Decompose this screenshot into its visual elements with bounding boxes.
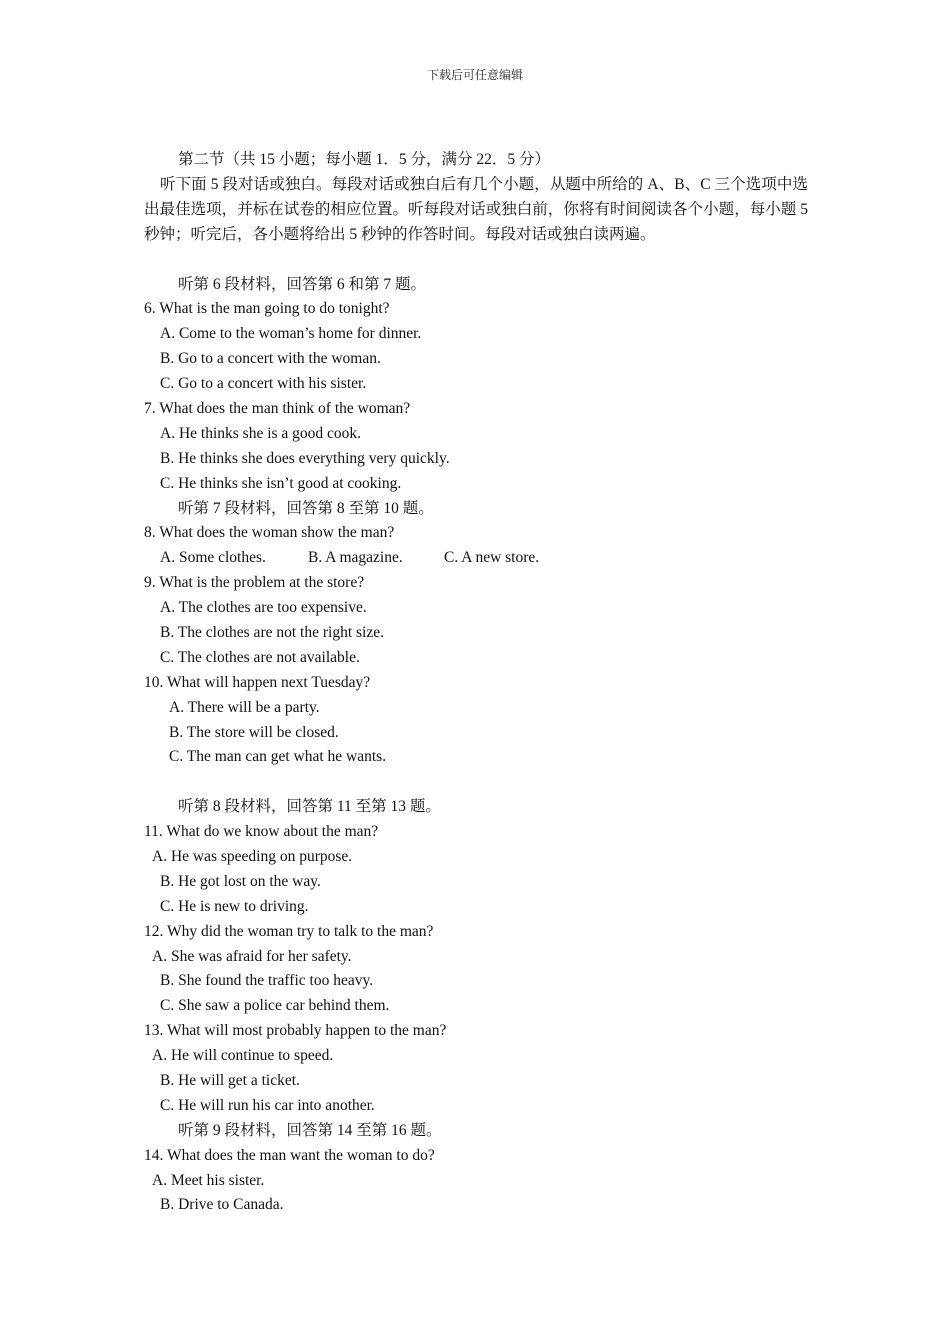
question-text: 6. What is the man going to do tonight?	[144, 300, 390, 318]
answer-option: B. Go to a concert with the woman.	[160, 350, 381, 368]
answer-option: C. The clothes are not available.	[160, 648, 360, 666]
answer-option: A. He thinks she is a good cook.	[160, 424, 362, 442]
section-instructions: 听下面 5 段对话或独白。每段对话或独白后有几个小题，从题中所给的 A、B、C 三个选项中选出最佳选项，并标在试卷的相应位置。听每段对话或独白前，你将有时间阅读各个小题，每小题 5 秒钟；听完后，各小题将给出 5 秒钟的作答时间。每段对话或独白读两遍。	[144, 175, 808, 243]
spacer	[144, 770, 808, 795]
answer-option: C. He is new to driving.	[160, 897, 309, 915]
spacer	[144, 248, 808, 273]
answer-option: C. He thinks she isn’t good at cooking.	[160, 474, 402, 492]
answer-option: B. The store will be closed.	[169, 723, 339, 741]
answer-option: B. He will get a ticket.	[160, 1072, 300, 1089]
answer-option: A. The clothes are too expensive.	[160, 599, 367, 617]
answer-option: A. Meet his sister.	[152, 1171, 265, 1189]
section-title: 第二节（共 15 小题；每小题 1．5 分，满分 22．5 分）	[178, 151, 551, 168]
question-text: 8. What does the woman show the man?	[144, 524, 395, 542]
question-text: 14. What does the man want the woman to do?	[144, 1146, 435, 1164]
answer-option: A. There will be a party.	[169, 698, 320, 716]
document-body	[144, 148, 808, 1218]
answer-option: C. The man can get what he wants.	[169, 748, 387, 766]
group-heading: 听第 9 段材料，回答第 14 至第 16 题。	[178, 1121, 442, 1139]
answer-option: C. He will run his car into another.	[160, 1096, 375, 1114]
answer-option: B. Drive to Canada.	[160, 1196, 284, 1214]
group-heading: 听第 7 段材料，回答第 8 至第 10 题。	[178, 499, 434, 517]
answer-option: A. He will continue to speed.	[152, 1047, 334, 1065]
answer-option: C. A new store.	[444, 549, 540, 567]
answer-option: A. He was speeding on purpose.	[152, 847, 353, 865]
answer-option: A. She was afraid for her safety.	[152, 947, 352, 965]
answer-option: A. Some clothes.	[160, 549, 266, 567]
answer-option: B. A magazine.	[308, 549, 403, 567]
answer-option: A. Come to the woman’s home for dinner.	[160, 325, 422, 343]
question-text: 12. Why did the woman try to talk to the man?	[144, 922, 434, 940]
question-text: 7. What does the man think of the woman?	[144, 399, 411, 417]
answer-option: C. Go to a concert with his sister.	[160, 375, 367, 393]
group-heading: 听第 6 段材料，回答第 6 和第 7 题。	[178, 275, 427, 293]
answer-options-row	[144, 546, 808, 571]
answer-option: B. She found the traffic too heavy.	[160, 972, 374, 990]
question-text: 9. What is the problem at the store?	[144, 574, 365, 592]
question-text: 10. What will happen next Tuesday?	[144, 673, 371, 691]
page-header: 下载后可任意编辑	[426, 68, 523, 82]
group-heading: 听第 8 段材料，回答第 11 至第 13 题。	[178, 798, 441, 816]
question-text: 13. What will most probably happen to the man?	[144, 1022, 447, 1040]
answer-option: B. The clothes are not the right size.	[160, 623, 384, 641]
answer-option: B. He thinks she does everything very quickly.	[160, 449, 450, 467]
answer-option: C. She saw a police car behind them.	[160, 997, 390, 1015]
question-text: 11. What do we know about the man?	[144, 823, 379, 841]
answer-option: B. He got lost on the way.	[160, 872, 321, 890]
